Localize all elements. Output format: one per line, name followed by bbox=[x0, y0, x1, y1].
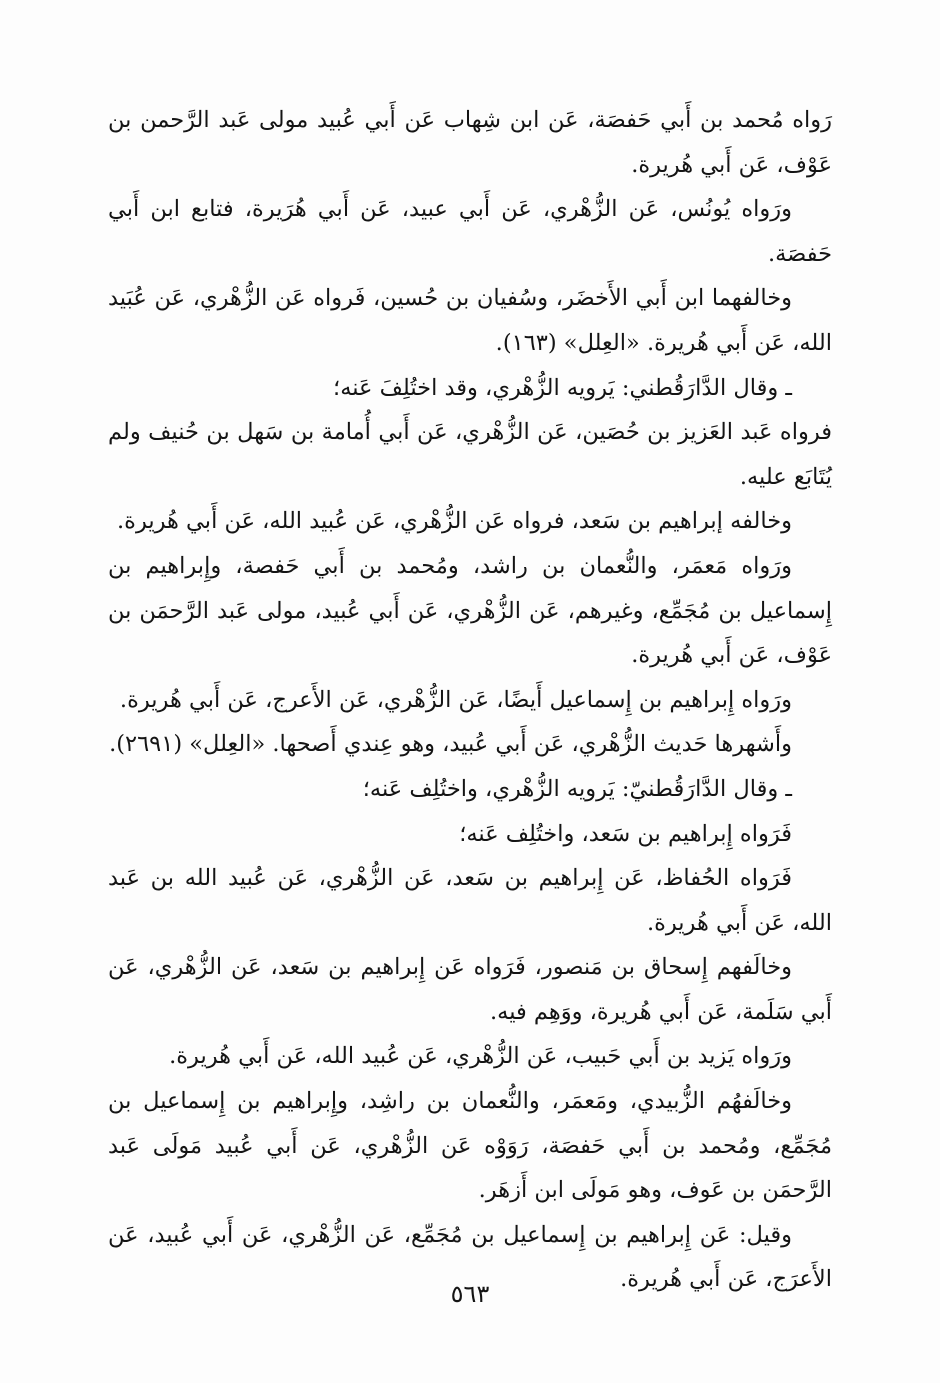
paragraph: فَرَواه إِبراهيم بن سَعد، واختُلِف عَنه؛ bbox=[459, 820, 792, 847]
paragraph: ـ وقال الدَّارَقُطني: يَرويه الزُّهْري، وقد اختُلِفَ عَنه؛ bbox=[333, 374, 792, 401]
paragraph: ورَواه يَزيد بن أَبي حَبيب، عَن الزُّهْري، عَن عُبيد الله، عَن أَبي هُريرة. bbox=[169, 1043, 792, 1070]
paragraph: وخالَفهُم الزُّبيدي، ومَعمَر، والنُّعمان بن راشِد، وإِبراهيم بن إِسماعيل بن مُجَمِّع، ومُحمد بن أَبي حَفصَة، رَوَوْه عَن الزُّهْري، عَن أَبي عُبيد مَولَى عَبد الرَّحمَن بن عَوف، وهو مَولَى ابن أَزهَر. bbox=[108, 1088, 832, 1204]
paragraph: فرواه عَبد العَزيز بن حُصَين، عَن الزُّهْري، عَن أَبي أُمامة بن سَهل بن حُنيف ولم يُتَابَع عليه. bbox=[108, 419, 832, 490]
paragraph: وأَشهرها حَديث الزُّهْري، عَن أَبي عُبيد، وهو عِندي أَصحها. «العِلل» (٢٦٩١). bbox=[109, 731, 792, 758]
page-number: ٥٦٣ bbox=[450, 1280, 490, 1308]
paragraph: وخالفهما ابن أَبي الأَخضَر، وسُفيان بن حُسين، فَرواه عَن الزُّهْري، عَن عُبَيد الله، عَن أَبي هُريرة. «العِلل» (١٦٣). bbox=[108, 285, 832, 356]
paragraph: ورَواه إِبراهيم بن إِسماعيل أَيضًا، عَن الزُّهْري، عَن الأَعرج، عَن أَبي هُريرة. bbox=[119, 686, 792, 713]
paragraph: ورَواه مَعمَر، والنُّعمان بن راشد، ومُحمد بن أَبي حَفصة، وإِبراهيم بن إِسماعيل بن مُجَمِّع، وغيرهم، عَن الزُّهْري، عَن أَبي عُبيد، مولى عَبد الرَّحمَن بن عَوْف، عَن أَبي هُريرة. bbox=[108, 552, 832, 669]
paragraph: رَواه مُحمد بن أَبي حَفصَة، عَن ابن شِهاب عَن أَبي عُبيد مولى عَبد الرَّحمن بن عَوْف، عَن أَبي هُريرة. bbox=[108, 107, 832, 178]
paragraph: ورَواه يُونُس، عَن الزُّهْري، عَن أَبي عبيد، عَن أَبي هُرَيرة، فتابع ابن أَبي حَفصَة. bbox=[108, 196, 832, 267]
paragraph: فَرَواه الحُفاظ، عَن إِبراهيم بن سَعد، عَن الزُّهْري، عَن عُبيد الله بن عَبد الله، عَن أَبي هُريرة. bbox=[108, 865, 832, 936]
paragraph: وخالفه إبراهيم بن سَعد، فرواه عَن الزُّهْري، عَن عُبيد الله، عَن أَبي هُريرة. bbox=[117, 508, 792, 535]
paragraph: وخالَفهم إِسحاق بن مَنصور، فَرَواه عَن إِبراهيم بن سَعد، عَن الزُّهْري، عَن أَبي سَلَمة، عَن أَبي هُريرة، ووَهِم فيه. bbox=[108, 954, 832, 1025]
paragraph: ـ وقال الدَّارَقُطنيّ: يَرويه الزُّهْري، واختُلِف عَنه؛ bbox=[362, 775, 792, 802]
page-body-text bbox=[108, 98, 832, 1302]
paragraph: وقيل: عَن إِبراهيم بن إِسماعيل بن مُجَمِّع، عَن الزُّهْري، عَن أَبي عُبيد، عَن الأَعرَج، عَن أَبي هُريرة. bbox=[108, 1221, 832, 1293]
